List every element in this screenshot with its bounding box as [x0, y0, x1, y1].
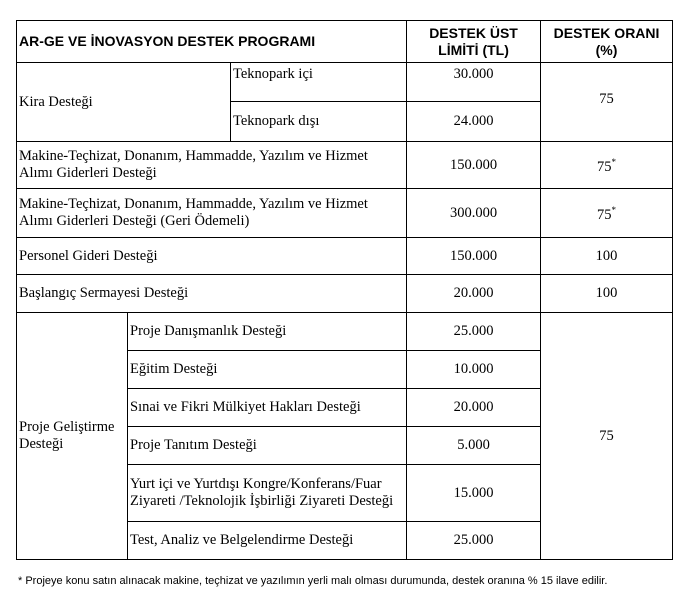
proje-sub-limit: 25.000	[407, 313, 541, 351]
proje-sub-limit: 10.000	[407, 351, 541, 389]
footnote-mark: *	[611, 205, 617, 216]
row-rate: 75*	[541, 189, 673, 238]
table-row	[17, 142, 673, 189]
kira-sub-limit: 24.000	[407, 102, 541, 142]
proje-sub-limit: 25.000	[407, 522, 541, 560]
row-limit: 150.000	[407, 142, 541, 189]
row-rate: 75*	[541, 142, 673, 189]
program-header: AR-GE VE İNOVASYON DESTEK PROGRAMI	[17, 21, 407, 63]
proje-sub-name: Proje Tanıtım Desteği	[128, 427, 407, 465]
table-row	[17, 63, 673, 102]
rate-header: DESTEK ORANI (%)	[541, 21, 673, 63]
proje-label: Proje Geliştirme Desteği	[17, 313, 128, 560]
header-row	[17, 21, 673, 63]
row-limit: 150.000	[407, 238, 541, 275]
table-row	[17, 238, 673, 275]
row-rate: 100	[541, 275, 673, 313]
proje-sub-name: Eğitim Desteği	[128, 351, 407, 389]
proje-sub-name: Proje Danışmanlık Desteği	[128, 313, 407, 351]
footnote-mark: *	[611, 157, 617, 168]
limit-header: DESTEK ÜST LİMİTİ (TL)	[407, 21, 541, 63]
row-rate: 100	[541, 238, 673, 275]
proje-sub-limit: 15.000	[407, 465, 541, 522]
row-label: Personel Gideri Desteği	[17, 238, 407, 275]
row-label: Başlangıç Sermayesi Desteği	[17, 275, 407, 313]
proje-sub-limit: 20.000	[407, 389, 541, 427]
row-label: Makine-Teçhizat, Donanım, Hammadde, Yazılım ve Hizmet Alımı Giderleri Desteği (Geri Ödemeli)	[17, 189, 407, 238]
kira-label: Kira Desteği	[17, 63, 231, 142]
proje-sub-name: Sınai ve Fikri Mülkiyet Hakları Desteği	[128, 389, 407, 427]
support-table	[16, 20, 673, 560]
proje-rate: 75	[541, 313, 673, 560]
table-row	[17, 275, 673, 313]
kira-sub-name: Teknopark içi	[231, 63, 407, 102]
kira-sub-name: Teknopark dışı	[231, 102, 407, 142]
row-label: Makine-Teçhizat, Donanım, Hammadde, Yazılım ve Hizmet Alımı Giderleri Desteği	[17, 142, 407, 189]
table-row	[17, 313, 673, 351]
kira-sub-limit: 30.000	[407, 63, 541, 102]
proje-sub-name: Test, Analiz ve Belgelendirme Desteği	[128, 522, 407, 560]
row-limit: 20.000	[407, 275, 541, 313]
table-row	[17, 189, 673, 238]
kira-rate: 75	[541, 63, 673, 142]
proje-sub-name: Yurt içi ve Yurtdışı Kongre/Konferans/Fuar Ziyareti /Teknolojik İşbirliği Ziyareti Desteği	[128, 465, 407, 522]
row-limit: 300.000	[407, 189, 541, 238]
footnote: * Projeye konu satın alınacak makine, teçhizat ve yazılımın yerli malı olması durumunda, destek oranına % 15 ilave edilir.	[18, 575, 608, 587]
proje-sub-limit: 5.000	[407, 427, 541, 465]
